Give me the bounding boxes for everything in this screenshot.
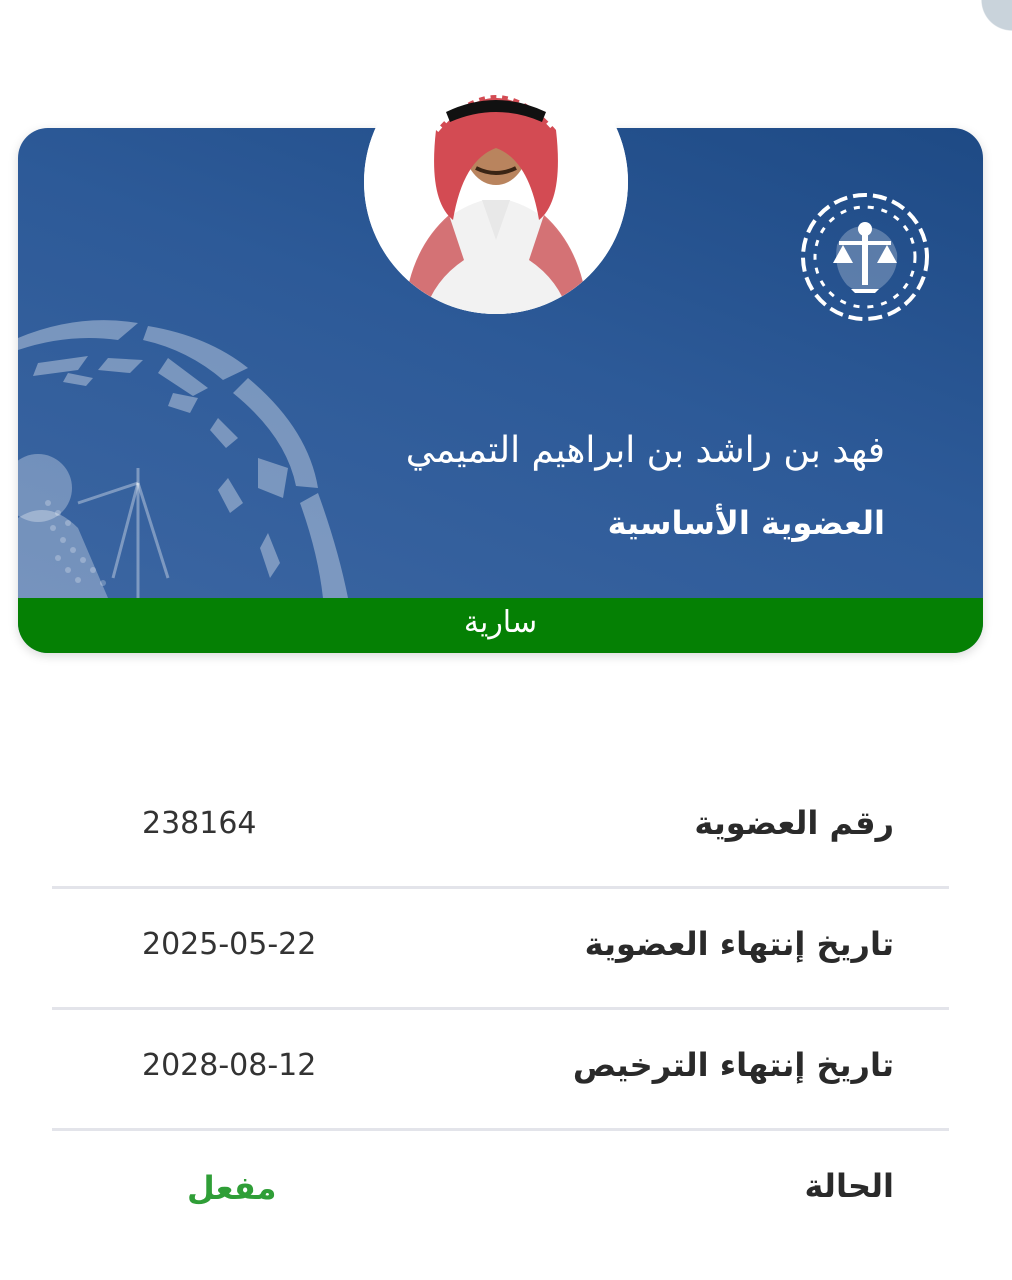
detail-value: 238164	[142, 806, 257, 841]
card-status-bar: سارية	[18, 598, 983, 653]
detail-row-membership-expiry	[52, 889, 949, 1010]
globe-pattern-decoration	[18, 318, 378, 598]
detail-label: رقم العضوية	[694, 804, 894, 842]
detail-label: الحالة	[804, 1167, 894, 1205]
avatar	[364, 50, 628, 314]
status-value: مفعل	[187, 1169, 277, 1207]
detail-label: تاريخ إنتهاء العضوية	[584, 925, 894, 963]
detail-row-license-expiry	[52, 1010, 949, 1131]
card-holder-name: فهد بن راشد بن ابراهيم التميمي	[405, 430, 885, 471]
justice-scales-emblem-icon	[799, 193, 931, 321]
membership-type: العضوية الأساسية	[607, 504, 885, 542]
detail-value: 2028-08-12	[142, 1048, 317, 1083]
person-photo-avatar-icon	[364, 50, 628, 314]
detail-row-status	[52, 1131, 949, 1249]
corner-decoration	[952, 0, 1012, 40]
detail-value: 2025-05-22	[142, 927, 317, 962]
detail-label: تاريخ إنتهاء الترخيص	[572, 1046, 894, 1084]
membership-details-list	[52, 768, 949, 1249]
detail-row-membership-number	[52, 768, 949, 889]
